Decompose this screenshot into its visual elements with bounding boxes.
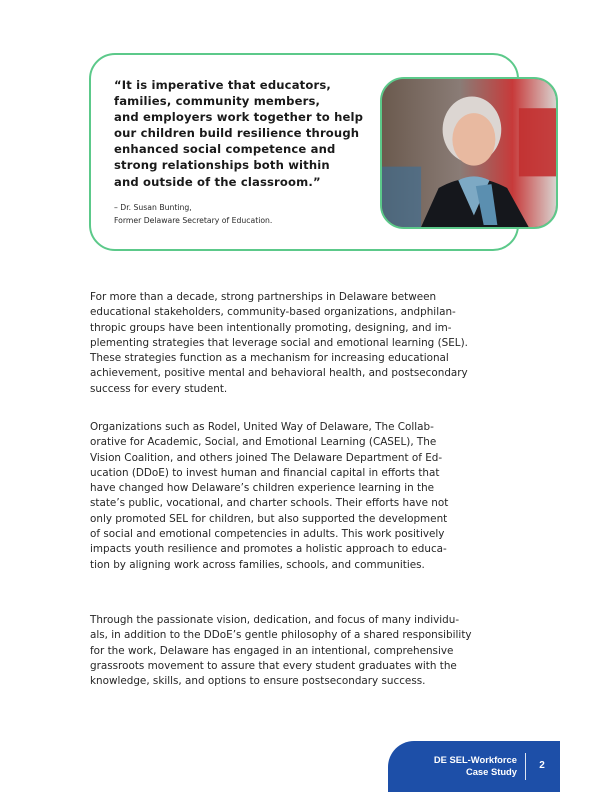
body-paragraph: Through the passionate vision, dedication, and focus of many individu- als, in addition to the DDoE’s gentle philosophy of a shared responsibility for the work, Delaware has engaged in an intentional, comprehensive grassroots movement to assure that every student graduates with the knowledge, skills, and options to ensure postsecondary success. [90, 614, 472, 688]
page-number: 2 [539, 760, 545, 771]
portrait-image [382, 79, 556, 227]
pull-quote: “It is imperative that educators, families, community members, and employers work together to help our children build resilience through enhanced social competence and strong relationships both within and outside of the classroom.” [114, 78, 364, 189]
footer-divider [525, 753, 526, 780]
speaker-portrait-photo [380, 77, 558, 229]
body-paragraph: Organizations such as Rodel, United Way of Delaware, The Collab- orative for Academic, Social, and Emotional Learning (CASEL), The Vision Coalition, and others joined The Delaware Department of Ed- ucation (DDoE) to invest human and financial capital in efforts that have changed how Delaware’s children experience learning in the state’s public, vocational, and charter schools. Their efforts have not only promoted SEL for children, but also supported the development of social and emotional competencies in adults. This work positively impacts youth resilience and promotes a holistic approach to educa- tion by aligning work across families, schools, and communities. [90, 421, 449, 571]
quote-attribution: – Dr. Susan Bunting, Former Delaware Secretary of Education. [114, 203, 273, 225]
body-paragraph: For more than a decade, strong partnerships in Delaware between educational stakeholders, community-based organizations, andphilan- thropic groups have been intentionally promoting, designing, and im- plementing strategies that leverage social and emotional learning (SEL). These strategies function as a mechanism for increasing educational achievement, positive mental and behavioral health, and postsecondary success for every student. [90, 291, 468, 395]
footer-document-title: DE SEL-Workforce Case Study [433, 754, 517, 777]
